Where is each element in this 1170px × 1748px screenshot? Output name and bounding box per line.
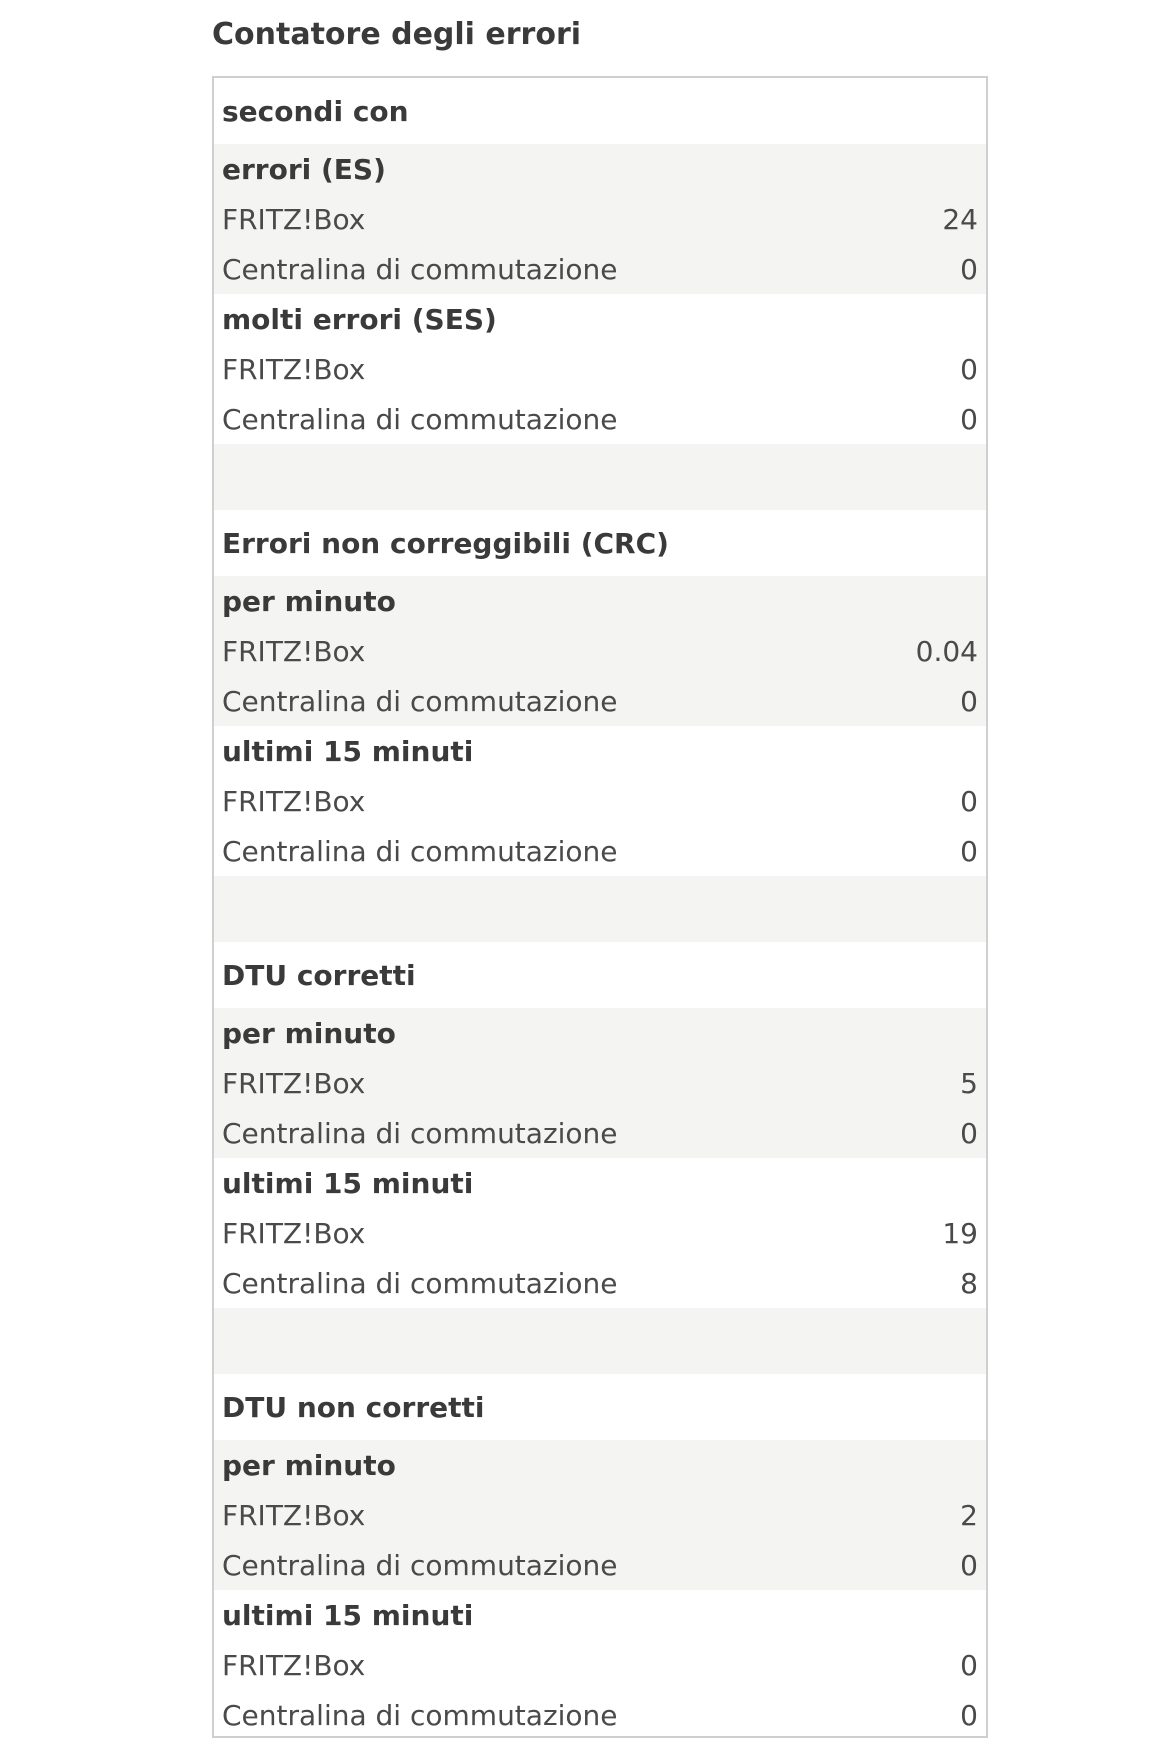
group-heading-section <box>214 78 986 144</box>
block-label: ultimi 15 minuti <box>222 734 474 768</box>
block-label-row <box>214 1008 986 1058</box>
data-row <box>214 394 986 444</box>
row-name: FRITZ!Box <box>222 634 366 668</box>
data-row <box>214 1208 986 1258</box>
row-name: FRITZ!Box <box>222 1066 366 1100</box>
block-label: ultimi 15 minuti <box>222 1598 474 1632</box>
group-heading-section <box>214 510 986 576</box>
block-label-row <box>214 1440 986 1490</box>
page-title: Contatore degli errori <box>212 17 582 52</box>
block-label: per minuto <box>222 1016 396 1050</box>
data-row <box>214 1490 986 1540</box>
row-value: 0 <box>960 352 978 386</box>
row-name: FRITZ!Box <box>222 1216 366 1250</box>
group-heading <box>214 78 986 144</box>
row-value: 0 <box>960 402 978 436</box>
group-separator <box>214 444 986 510</box>
data-row <box>214 344 986 394</box>
row-name: FRITZ!Box <box>222 1498 366 1532</box>
row-name: FRITZ!Box <box>222 1648 366 1682</box>
row-value: 0 <box>960 252 978 286</box>
block-section <box>214 294 986 444</box>
block-section <box>214 1158 986 1308</box>
row-value: 0 <box>960 684 978 718</box>
group-separator <box>214 1308 986 1374</box>
row-value: 0 <box>960 1116 978 1150</box>
group-heading <box>214 1374 986 1440</box>
data-row <box>214 1640 986 1690</box>
block-label: per minuto <box>222 1448 396 1482</box>
row-name: Centralina di commutazione <box>222 834 618 868</box>
block-section <box>214 144 986 294</box>
group-separator <box>214 876 986 942</box>
row-value: 0.04 <box>915 634 978 668</box>
row-name: Centralina di commutazione <box>222 1698 618 1732</box>
data-row <box>214 776 986 826</box>
group-heading-section <box>214 942 986 1008</box>
group-heading <box>214 942 986 1008</box>
block-label-row <box>214 294 986 344</box>
group-heading <box>214 510 986 576</box>
block-label-row <box>214 144 986 194</box>
row-name: Centralina di commutazione <box>222 1116 618 1150</box>
data-row <box>214 626 986 676</box>
data-row <box>214 826 986 876</box>
row-name: Centralina di commutazione <box>222 1266 618 1300</box>
row-name: Centralina di commutazione <box>222 684 618 718</box>
data-row <box>214 1690 986 1738</box>
row-value: 19 <box>942 1216 978 1250</box>
group-heading-section <box>214 1374 986 1440</box>
block-section <box>214 576 986 726</box>
error-counter-panel <box>212 76 988 1738</box>
block-section <box>214 726 986 876</box>
block-label-row <box>214 576 986 626</box>
row-value: 24 <box>942 202 978 236</box>
row-value: 0 <box>960 784 978 818</box>
row-value: 0 <box>960 1698 978 1732</box>
row-name: Centralina di commutazione <box>222 402 618 436</box>
data-row <box>214 244 986 294</box>
block-label: errori (ES) <box>222 152 386 186</box>
block-section <box>214 1590 986 1738</box>
row-name: FRITZ!Box <box>222 352 366 386</box>
data-row <box>214 1058 986 1108</box>
block-label-row <box>214 726 986 776</box>
block-label: per minuto <box>222 584 396 618</box>
row-name: Centralina di commutazione <box>222 1548 618 1582</box>
group-heading-label: secondi con <box>222 94 409 128</box>
group-heading-label: DTU non corretti <box>222 1390 485 1424</box>
data-row <box>214 194 986 244</box>
group-heading-label: DTU corretti <box>222 958 416 992</box>
block-section <box>214 1008 986 1158</box>
block-label: ultimi 15 minuti <box>222 1166 474 1200</box>
data-row <box>214 1540 986 1590</box>
data-row <box>214 1108 986 1158</box>
row-value: 0 <box>960 834 978 868</box>
row-value: 5 <box>960 1066 978 1100</box>
row-name: Centralina di commutazione <box>222 252 618 286</box>
block-label: molti errori (SES) <box>222 302 497 336</box>
row-value: 8 <box>960 1266 978 1300</box>
row-value: 0 <box>960 1548 978 1582</box>
data-row <box>214 1258 986 1308</box>
data-row <box>214 676 986 726</box>
block-label-row <box>214 1590 986 1640</box>
row-value: 0 <box>960 1648 978 1682</box>
block-label-row <box>214 1158 986 1208</box>
row-name: FRITZ!Box <box>222 784 366 818</box>
row-name: FRITZ!Box <box>222 202 366 236</box>
block-section <box>214 1440 986 1590</box>
row-value: 2 <box>960 1498 978 1532</box>
group-heading-label: Errori non correggibili (CRC) <box>222 526 669 560</box>
